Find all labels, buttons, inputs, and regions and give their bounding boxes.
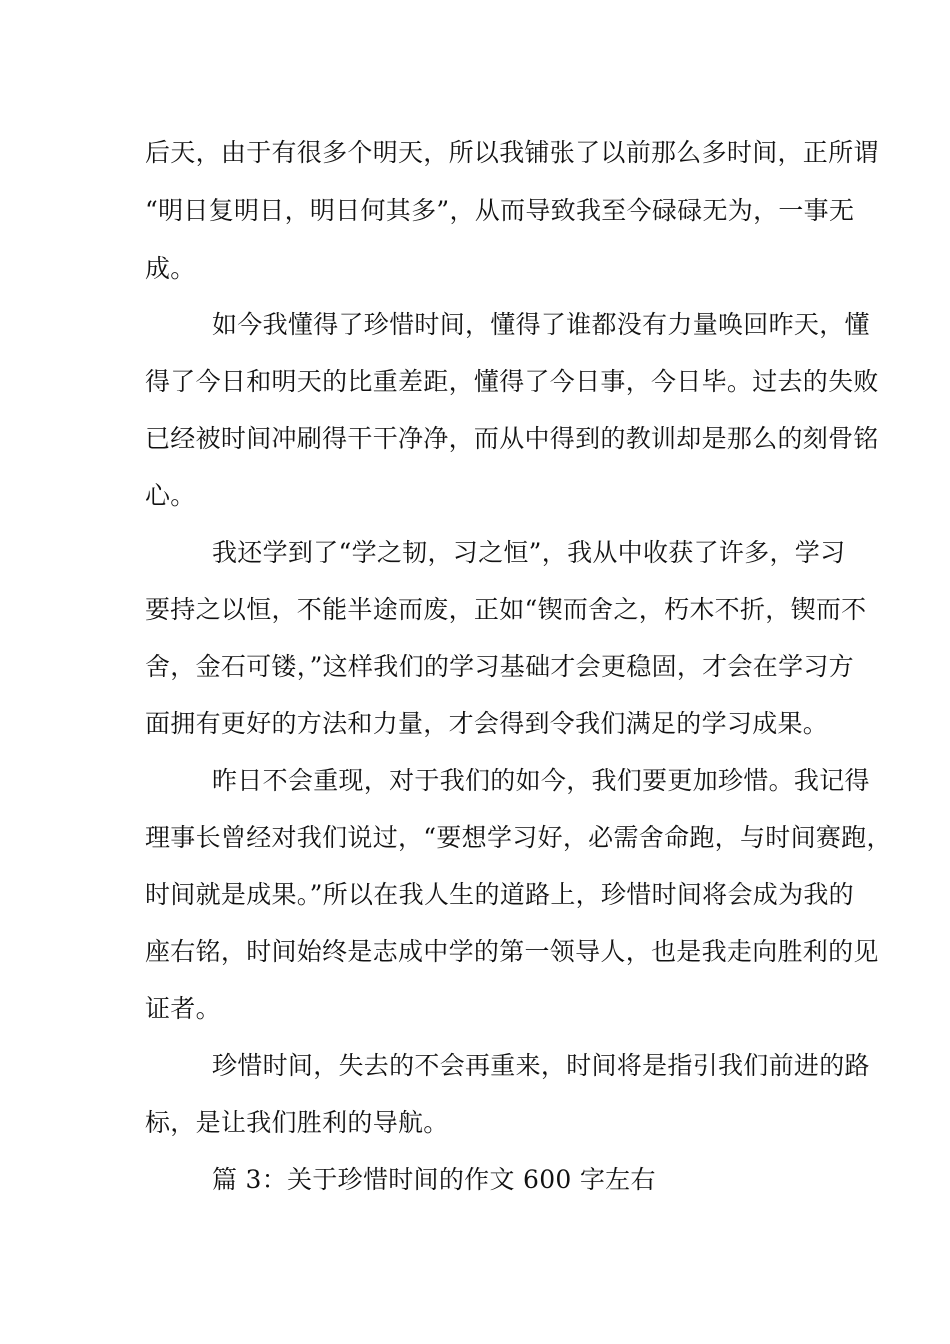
paragraph-line: 心。 [145, 481, 196, 510]
paragraph-line: 后天，由于有很多个明天，所以我铺张了以前那么多时间，正所谓 [145, 138, 879, 167]
paragraph-line: 昨日不会重现，对于我们的如今，我们要更加珍惜。我记得 [212, 766, 870, 795]
section-heading: 篇 3：关于珍惜时间的作文 600 字左右 [212, 1165, 656, 1194]
paragraph-line: 座右铭，时间始终是志成中学的第一领导人，也是我走向胜利的见 [145, 937, 879, 966]
paragraph-line: “明日复明日，明日何其多”，从而导致我至今碌碌无为，一事无 [145, 196, 855, 225]
paragraph-line: 珍惜时间，失去的不会再重来，时间将是指引我们前进的路 [212, 1051, 870, 1080]
paragraph-line: 时间就是成果。”所以在我人生的道路上，珍惜时间将会成为我的 [145, 880, 854, 909]
paragraph-line: 标，是让我们胜利的导航。 [145, 1108, 449, 1137]
paragraph-line: 我还学到了“学之韧，习之恒”，我从中收获了许多，学习 [212, 538, 846, 567]
paragraph-line: 证者。 [145, 994, 221, 1023]
paragraph-line: 如今我懂得了珍惜时间，懂得了谁都没有力量唤回昨天，懂 [212, 310, 870, 339]
paragraph-line: 要持之以恒，不能半途而废，正如“锲而舍之，朽木不折，锲而不 [145, 595, 867, 624]
paragraph-line: 舍，金石可镂，”这样我们的学习基础才会更稳固，才会在学习方 [145, 652, 854, 681]
paragraph-line: 已经被时间冲刷得干干净净，而从中得到的教训却是那么的刻骨铭 [145, 424, 879, 453]
paragraph-line: 理事长曾经对我们说过，“要想学习好，必需舍命跑，与时间赛跑， [145, 823, 892, 852]
paragraph-line: 得了今日和明天的比重差距，懂得了今日事，今日毕。过去的失败 [145, 367, 879, 396]
paragraph-line: 成。 [145, 254, 196, 283]
paragraph-line: 面拥有更好的方法和力量，才会得到令我们满足的学习成果。 [145, 709, 829, 738]
